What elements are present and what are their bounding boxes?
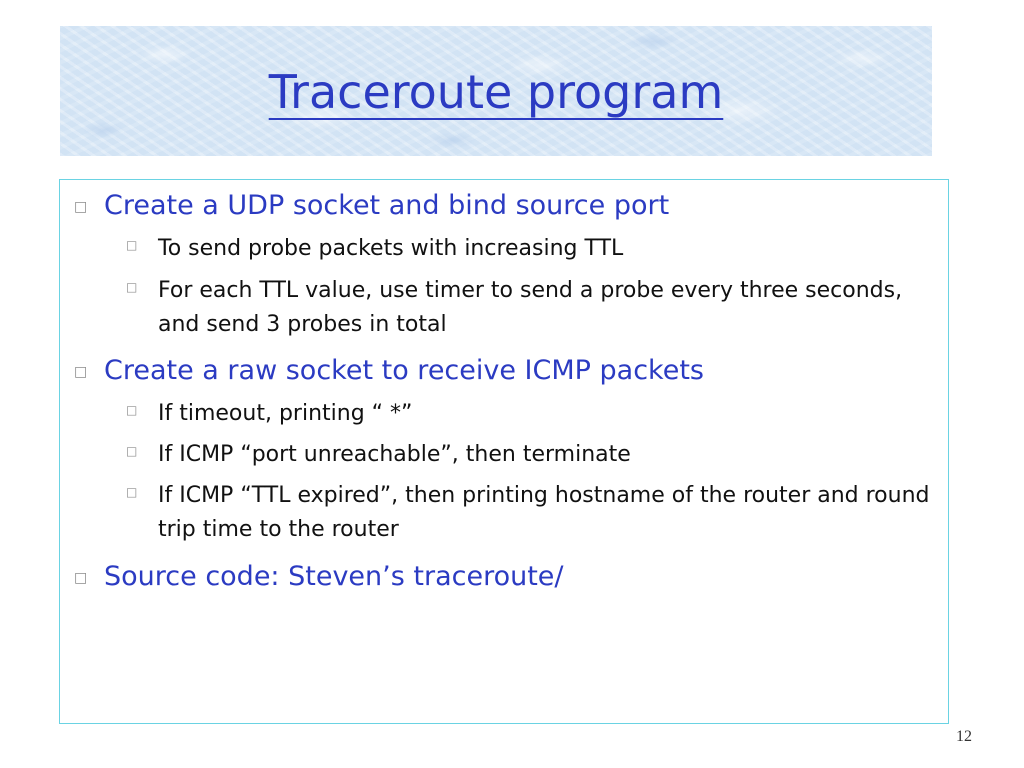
bullet-marker-icon: □: [74, 570, 88, 586]
sub-bullet-marker-icon: □: [126, 280, 138, 294]
sub-bullet-item: [122, 232, 942, 266]
bullet-text: Create a raw socket to receive ICMP packets: [104, 355, 704, 386]
sub-bullet-item: [122, 397, 942, 431]
bullet-marker-icon: □: [74, 199, 88, 215]
sub-bullet-text: For each TTL value, use timer to send a probe every three seconds, and send 3 probes in total: [158, 278, 903, 337]
bullet-item: [70, 560, 940, 594]
bullet-item: [70, 189, 940, 223]
slide-title-text: Traceroute program: [268, 65, 724, 119]
slide-title: [60, 66, 932, 119]
title-banner: [60, 26, 932, 156]
bullet-text: Create a UDP socket and bind source port: [104, 190, 670, 221]
sub-bullet-marker-icon: □: [126, 238, 138, 252]
sub-bullet-text: If ICMP “TTL expired”, then printing hostname of the router and round trip time to the router: [158, 483, 930, 542]
sub-bullet-marker-icon: □: [126, 485, 138, 499]
sub-bullet-text: If ICMP “port unreachable”, then terminate: [158, 442, 631, 467]
sub-bullet-marker-icon: □: [126, 403, 138, 417]
sub-bullet-item: [122, 438, 942, 472]
sub-bullet-text: To send probe packets with increasing TTL: [158, 236, 624, 261]
sub-bullet-text: If timeout, printing “ *”: [158, 401, 413, 426]
sub-bullet-item: [122, 274, 942, 342]
bullet-item: [70, 354, 940, 388]
sub-bullet-item: [122, 479, 942, 547]
bullet-text: Source code: Steven’s traceroute/: [104, 561, 564, 592]
page-number: 12: [956, 728, 972, 745]
sub-bullet-marker-icon: □: [126, 444, 138, 458]
bullet-marker-icon: □: [74, 364, 88, 380]
